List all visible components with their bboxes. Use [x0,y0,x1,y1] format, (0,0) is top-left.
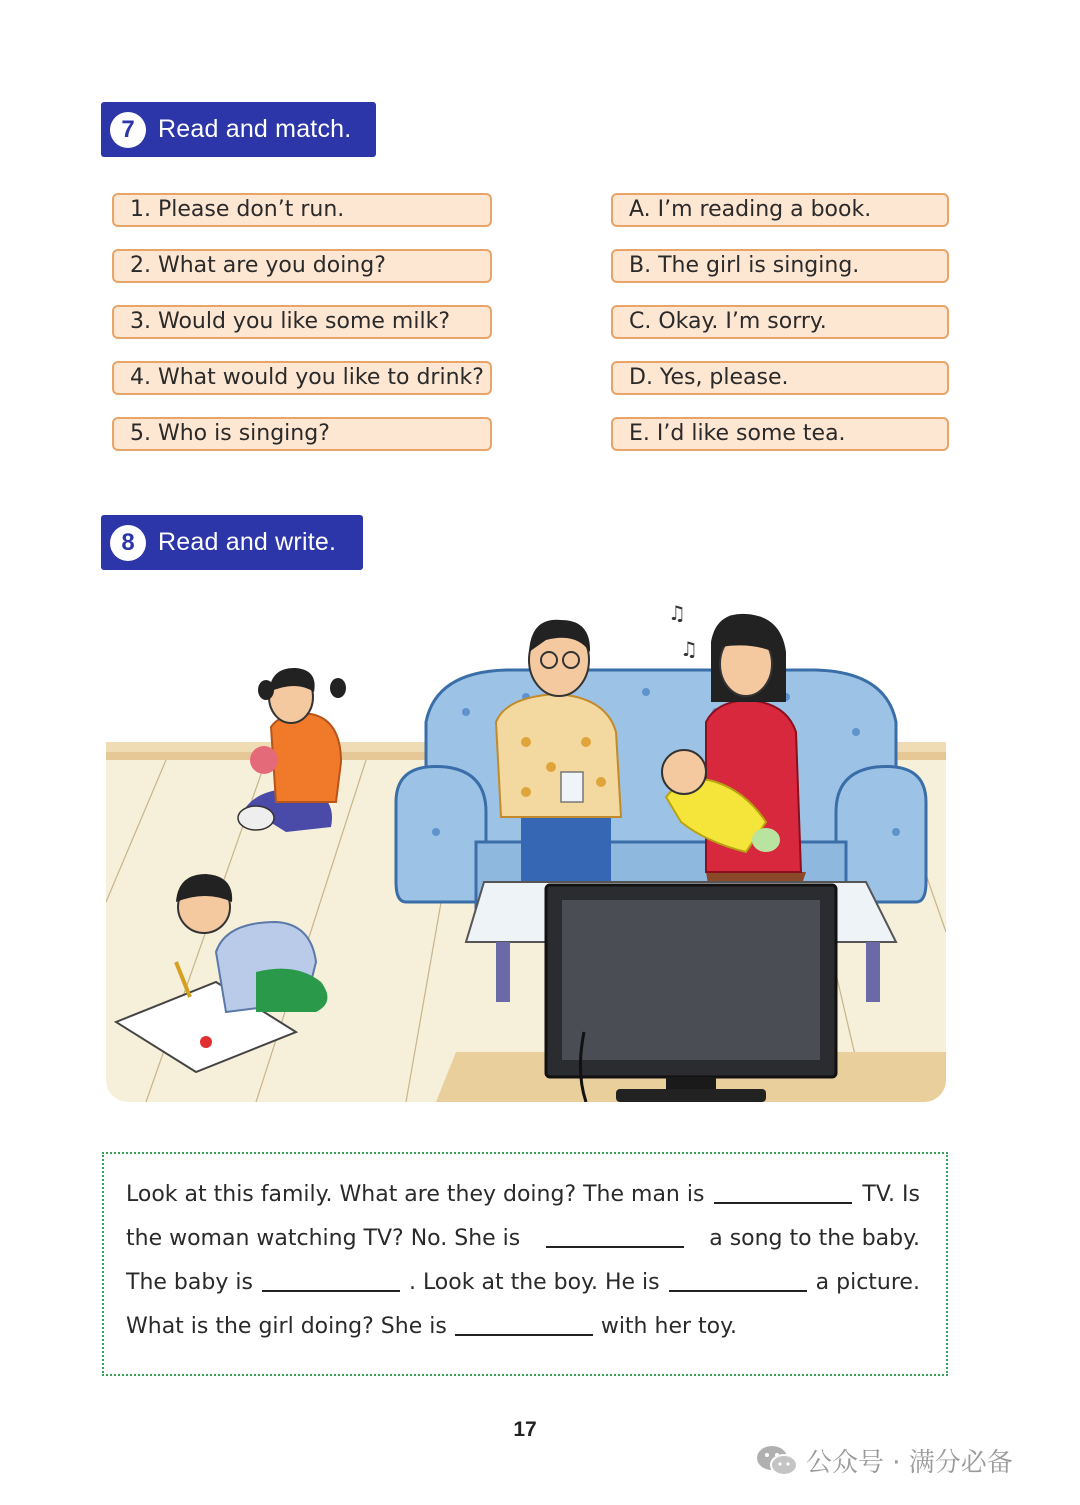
passage-text: TV. Is [862,1182,920,1207]
section-number: 7 [110,112,146,148]
svg-text:♫: ♫ [668,602,686,625]
sofa-icon [396,670,926,912]
passage-text: the woman watching TV? No. She is [126,1226,521,1251]
passage-line [126,1314,920,1339]
section-title: Read and write. [158,528,337,556]
passage-text: The baby is [126,1270,253,1295]
match-answer-d: D. Yes, please. [611,361,949,395]
passage-text: a picture. [815,1270,920,1295]
match-question-2: 2. What are you doing? [112,249,492,283]
answer-blank[interactable] [714,1182,852,1204]
answer-blank[interactable] [455,1314,593,1336]
section-7-header [101,102,376,157]
match-answer-c: C. Okay. I’m sorry. [611,305,949,339]
passage-text: What is the girl doing? She is [126,1314,447,1339]
match-answer-e: E. I’d like some tea. [611,417,949,451]
answer-blank[interactable] [262,1270,400,1292]
watermark-text: 公众号 · 满分必备 [806,1448,1013,1478]
passage-line [126,1182,920,1207]
section-title: Read and match. [158,115,352,143]
passage-text: with her toy. [600,1314,737,1339]
passage-line [126,1270,920,1295]
passage-text: a song to the baby. [709,1226,920,1251]
passage-text: Look at this family. What are they doing? The man is [126,1182,705,1207]
wechat-icon [756,1444,798,1478]
reading-passage [102,1152,948,1376]
section-8-header [101,515,363,570]
passage-text: . Look at the boy. He is [408,1270,660,1295]
television-icon [546,885,836,1102]
match-answer-b: B. The girl is singing. [611,249,949,283]
passage-line [126,1226,920,1251]
match-question-4: 4. What would you like to drink? [112,361,492,395]
section-number: 8 [110,525,146,561]
match-question-3: 3. Would you like some milk? [112,305,492,339]
match-answer-a: A. I’m reading a book. [611,193,949,227]
answer-blank[interactable] [546,1226,684,1248]
family-living-room-illustration [106,602,946,1102]
svg-text:♫: ♫ [680,637,698,661]
match-question-5: 5. Who is singing? [112,417,492,451]
watermark [756,1442,1013,1479]
match-question-1: 1. Please don’t run. [112,193,492,227]
page-number: 17 [513,1418,537,1441]
answer-blank[interactable] [669,1270,807,1292]
